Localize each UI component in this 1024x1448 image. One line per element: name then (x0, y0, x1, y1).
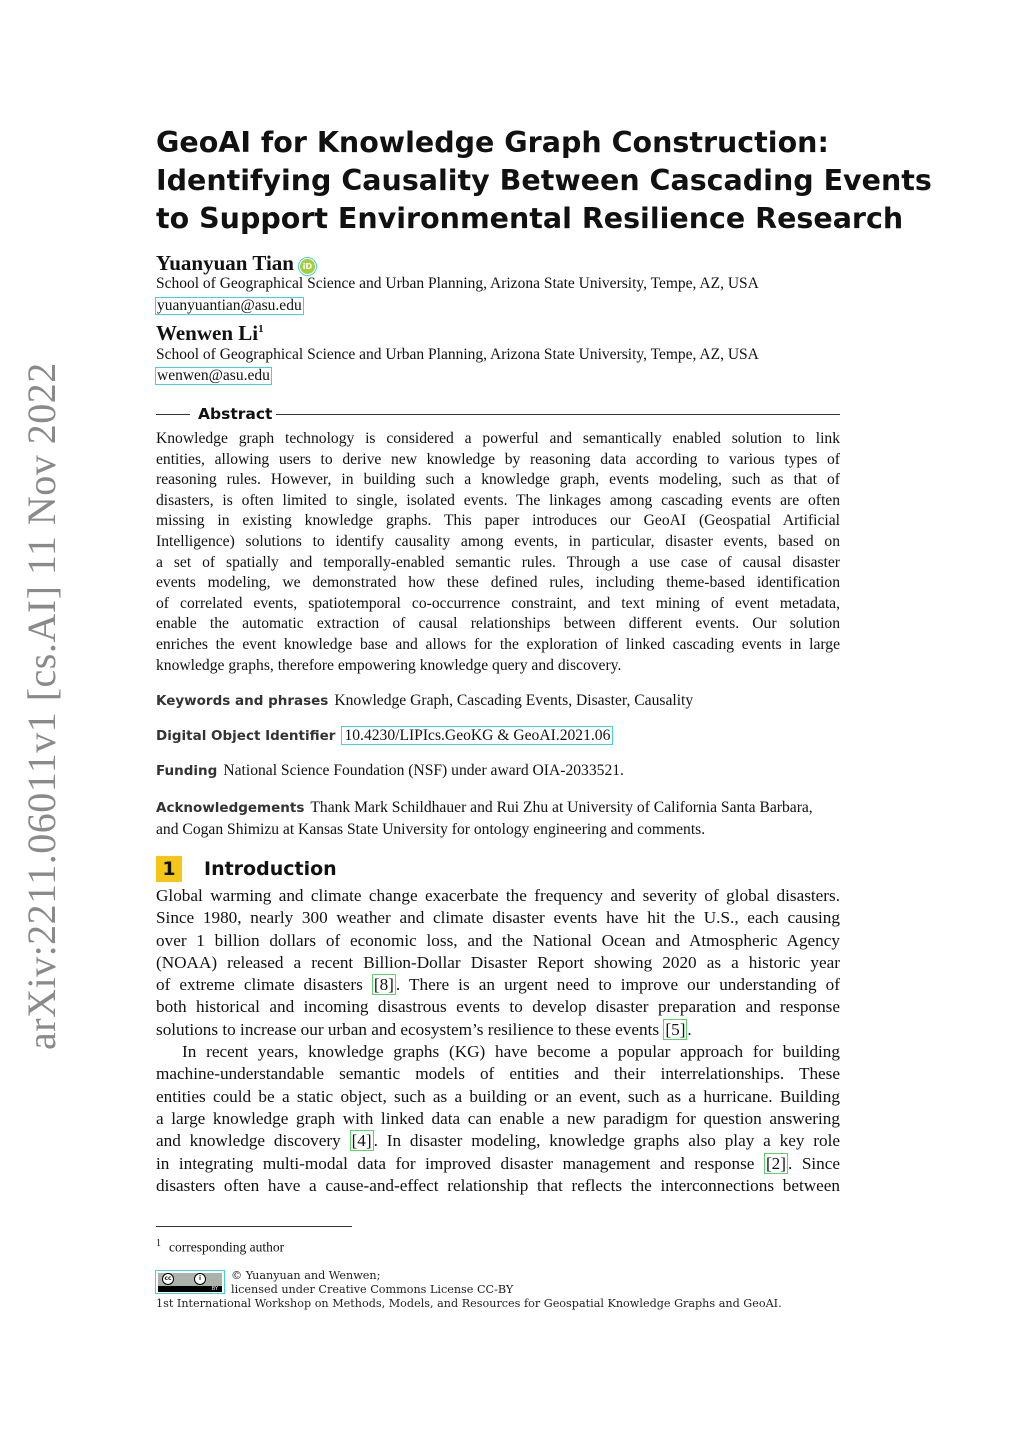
citation-link[interactable]: [8] (373, 975, 394, 995)
abstract-heading: Abstract (198, 405, 273, 423)
body-line: Global warming and climate change exacerbate the frequency and severity of global disasters. (156, 886, 840, 905)
footnote (156, 1238, 284, 1256)
funding (156, 760, 846, 782)
cc-badge-by: BY (158, 1286, 222, 1292)
citation-link[interactable]: [4] (351, 1131, 372, 1151)
abstract-header (156, 406, 840, 422)
title-line: to Support Environmental Resilience Research (156, 202, 904, 235)
body-line: a large knowledge graph with linked data can enable a new paradigm for question answering (156, 1108, 840, 1128)
title-line: Identifying Causality Between Cascading Events (156, 164, 932, 197)
citation-link[interactable]: [5] (665, 1019, 686, 1039)
section-title: Introduction (204, 858, 337, 880)
abstract-line: reasoning rules. However, in building such a knowledge graph, events modeling, such as that of (156, 471, 840, 489)
footnote-mark: 1 (258, 323, 264, 335)
author-name-text: Yuanyuan Tian (156, 251, 294, 275)
abstract-line: disasters, is often limited to single, isolated events. The linkages among cascading events are often (156, 491, 840, 509)
abstract-line: events modeling, we demonstrated how these defined rules, including theme-based identification (156, 574, 840, 592)
body-line: entities could be a static object, such as a building or an event, such as a hurricane. Building (156, 1086, 840, 1106)
abstract-line: enriches the event knowledge base and allows for the exploration of linked cascading events in large (156, 635, 840, 653)
body-text: . In disaster modeling, knowledge graphs also play a key role (373, 1131, 840, 1151)
acknowledgements-line: Thank Mark Schildhauer and Rui Zhu at University of California Santa Barbara, (310, 799, 813, 816)
body-line (156, 1019, 840, 1041)
body-text: and knowledge discovery (156, 1131, 350, 1151)
license-text: licensed under Creative Commons License CC-BY (231, 1283, 514, 1296)
body-text: . (687, 1019, 692, 1039)
author-email-link[interactable]: yuanyuantian@asu.edu (157, 297, 302, 314)
abstract-rule-left (156, 414, 190, 415)
author-email-link[interactable]: wenwen@asu.edu (157, 367, 270, 384)
doi (156, 725, 846, 747)
abstract-body (156, 429, 840, 676)
funding-label: Funding (156, 763, 218, 779)
body-line: over 1 billion dollars of economic loss, and the National Ocean and Atmospheric Agency (156, 930, 840, 950)
abstract-line: entities, allowing users to derive new knowledge by reasoning data according to various types of (156, 450, 840, 468)
arxiv-side-stamp: arXiv:2211.06011v1 [cs.AI] 11 Nov 2022 (19, 362, 64, 1050)
intro-body (156, 885, 840, 1197)
footnote-rule (156, 1226, 352, 1227)
body-line: machine-understandable semantic models of entities and their interrelationships. These (156, 1064, 840, 1084)
body-text: of extreme climate disasters (156, 975, 372, 995)
abstract-line: a set of spatially and temporally-enabled semantic rules. Through a use case of causal disaster (156, 553, 840, 571)
body-line: both historical and incoming disastrous events to develop disaster preparation and response (156, 997, 840, 1017)
cc-icon: cc (162, 1273, 174, 1285)
body-line: Since 1980, nearly 300 weather and climate disaster events have hit the U.S., each causing (156, 908, 840, 928)
citation-link[interactable]: [2] (765, 1153, 786, 1173)
body-line (156, 1130, 840, 1152)
keywords (156, 690, 846, 712)
body-line: (NOAA) released a recent Billion-Dollar Disaster Report showing 2020 as a historic year (156, 952, 840, 972)
workshop-name: 1st International Workshop on Methods, Models, and Resources for Geospatial Knowledge Graphs and GeoAI. (156, 1297, 782, 1310)
cc-by-badge[interactable] (155, 1270, 225, 1294)
body-text: . There is an urgent need to improve our understanding of (395, 975, 840, 995)
orcid-icon[interactable]: iD (300, 259, 315, 274)
section-heading (156, 856, 337, 882)
acknowledgements (156, 797, 846, 819)
author-affiliation: School of Geographical Science and Urban Planning, Arizona State University, Tempe, AZ, USA (156, 346, 759, 363)
body-line: disasters often have a cause-and-effect relationship that reflects the interconnections between (156, 1175, 840, 1195)
funding-value: National Science Foundation (NSF) under award OIA-2033521. (223, 762, 624, 779)
section-number: 1 (156, 856, 182, 882)
author-name-text: Wenwen Li (156, 321, 259, 345)
keywords-value: Knowledge Graph, Cascading Events, Disaster, Causality (334, 692, 694, 709)
body-line (156, 1153, 840, 1175)
abstract-line: Intelligence) solutions to identify causality among events, in particular, disaster events, based on (156, 532, 840, 550)
license-copyright: © Yuanyuan and Wenwen; (231, 1269, 381, 1282)
body-text: solutions to increase our urban and ecosystem’s resilience to these events (156, 1019, 664, 1039)
keywords-label: Keywords and phrases (156, 693, 329, 709)
abstract-line: of correlated events, spatiotemporal co-occurrence constraint, and text mining of event metadata, (156, 594, 840, 612)
body-line (156, 974, 840, 996)
acknowledgements-label: Acknowledgements (156, 800, 305, 816)
body-text: . Since (787, 1153, 840, 1173)
author-affiliation: School of Geographical Science and Urban Planning, Arizona State University, Tempe, AZ, USA (156, 275, 759, 292)
doi-label: Digital Object Identifier (156, 728, 336, 744)
abstract-rule-right (276, 414, 840, 415)
doi-link[interactable]: 10.4230/LIPIcs.GeoKG & GeoAI.2021.06 (341, 726, 613, 745)
paper-title (156, 124, 932, 238)
abstract-line: missing in existing knowledge graphs. This paper introduces our GeoAI (Geospatial Artificial (156, 512, 840, 530)
body-line: In recent years, knowledge graphs (KG) have become a popular approach for building (182, 1042, 840, 1062)
title-line: GeoAI for Knowledge Graph Construction: (156, 126, 829, 159)
abstract-line: knowledge graphs, therefore empowering knowledge query and discovery. (156, 656, 622, 674)
author-name (156, 251, 315, 276)
body-text: in integrating multi-modal data for improved disaster management and response (156, 1153, 764, 1173)
abstract-line: enable the automatic extraction of causal relationships between different events. Our solution (156, 615, 840, 633)
footnote-mark: 1 (156, 1238, 161, 1249)
acknowledgements-line: and Cogan Shimizu at Kansas State University for ontology engineering and comments. (156, 821, 706, 838)
author-name (156, 321, 264, 346)
footnote-text: corresponding author (169, 1239, 285, 1255)
abstract-line: Knowledge graph technology is considered a powerful and semantically enabled solution to link (156, 430, 840, 447)
attribution-icon: i (194, 1273, 206, 1285)
